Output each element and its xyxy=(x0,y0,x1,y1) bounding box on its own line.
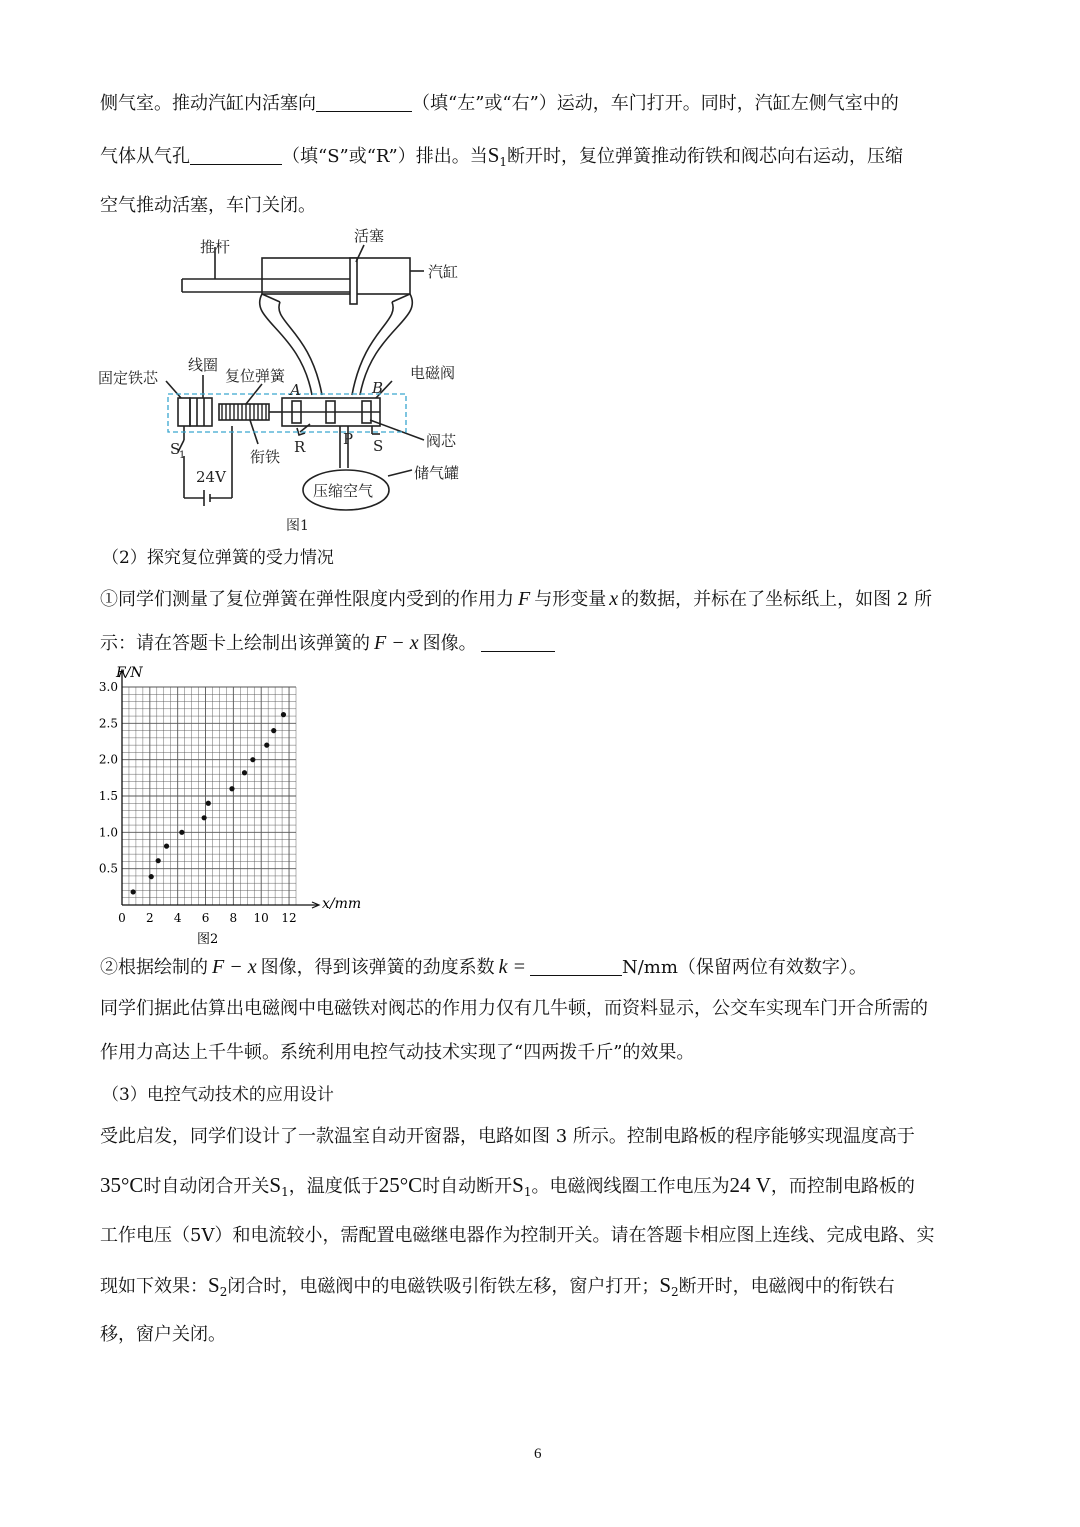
text-segment: ②根据绘制的 xyxy=(100,957,208,978)
answer-blank-direction[interactable] xyxy=(316,93,412,112)
section-3-heading xyxy=(102,1083,334,1107)
data-point xyxy=(271,728,276,733)
text-line-1 xyxy=(100,92,899,116)
x-tick-label: 8 xyxy=(229,911,238,925)
temperature-low: 25°C xyxy=(378,1173,423,1197)
coil-voltage: 24 V xyxy=(729,1173,771,1197)
text-segment: （填“左”或“右”）运动，车门打开。同时，汽缸左侧气室中的 xyxy=(412,93,899,114)
switch-subscript: 1 xyxy=(499,155,508,169)
data-point xyxy=(179,830,184,835)
text-line-3 xyxy=(100,194,316,218)
label-port-s: S xyxy=(373,437,384,455)
data-point xyxy=(281,712,286,717)
figure-1-caption: 图1 xyxy=(286,518,309,534)
y-tick-label: 1.5 xyxy=(98,789,118,803)
paragraph-line xyxy=(100,997,928,1021)
switch-symbol: S xyxy=(512,1173,524,1197)
switch-symbol: S xyxy=(487,143,500,167)
math-x: x xyxy=(609,588,619,610)
figure-1-diagram xyxy=(90,222,480,540)
data-point xyxy=(242,770,247,775)
label-armature: 衔铁 xyxy=(250,448,281,466)
text-segment: 现如下效果： xyxy=(100,1276,208,1297)
text-segment: 与形变量 xyxy=(534,589,607,610)
x-tick-label: 0 xyxy=(118,911,126,925)
math-k: k = xyxy=(498,956,526,978)
y-tick-label: 1.0 xyxy=(98,825,118,840)
chart-grid xyxy=(122,687,296,905)
figure-2-caption: 图2 xyxy=(197,932,219,947)
text-segment: 示：请在答题卡上绘制出该弹簧的 xyxy=(100,633,370,654)
label-switch: S xyxy=(170,440,181,458)
x-tick-label: 10 xyxy=(253,911,269,925)
y-tick-label: 2.5 xyxy=(98,716,118,731)
label-voltage: 24V xyxy=(196,468,226,486)
text-line-2 xyxy=(100,143,903,174)
y-tick-label: 2.0 xyxy=(98,752,118,767)
paragraph-line xyxy=(100,1125,915,1149)
page-number: 6 xyxy=(534,1446,542,1462)
data-point xyxy=(156,858,161,863)
x-tick-label: 4 xyxy=(173,911,182,925)
chart-ticks xyxy=(99,680,297,925)
temperature-high: 35°C xyxy=(100,1173,144,1197)
answer-blank-graph[interactable] xyxy=(481,633,555,652)
math-f-x: F − x xyxy=(212,956,257,978)
label-coil: 线圈 xyxy=(188,356,219,374)
paragraph-line xyxy=(100,1273,895,1304)
text-segment: 。电磁阀线圈工作电压为 xyxy=(531,1176,730,1197)
text-segment: 空气推动活塞，车门关闭。 xyxy=(100,195,316,216)
x-axis-label: x/mm xyxy=(322,896,362,912)
data-point xyxy=(206,801,211,806)
text-segment: ①同学们测量了复位弹簧在弹性限度内受到的作用力 xyxy=(100,589,514,610)
label-point-a: A xyxy=(290,381,301,399)
text-segment: 的数据，并标在了坐标纸上，如图 2 所 xyxy=(621,589,933,610)
answer-blank-spring-constant[interactable] xyxy=(530,957,622,976)
data-point xyxy=(250,757,255,762)
paragraph-line xyxy=(100,1224,934,1248)
data-point xyxy=(202,815,207,820)
section-2-title: （2）探究复位弹簧的受力情况 xyxy=(102,548,334,568)
label-compressed-air: 压缩空气 xyxy=(313,482,374,500)
data-point xyxy=(164,844,169,849)
text-segment: N/mm（保留两位有效数字）。 xyxy=(621,957,867,978)
text-segment: 同学们据此估算出电磁阀中电磁铁对阀芯的作用力仅有几牛顿，而资料显示，公交车实现车门开合所需的 xyxy=(100,998,928,1019)
x-tick-label: 12 xyxy=(281,911,297,925)
text-segment: 移，窗户关闭。 xyxy=(100,1324,226,1345)
section-3-title: （3）电控气动技术的应用设计 xyxy=(102,1085,334,1105)
label-return-spring: 复位弹簧 xyxy=(225,367,286,385)
text-segment: ，温度低于 xyxy=(288,1176,379,1197)
label-fixed-core: 固定铁芯 xyxy=(98,369,159,387)
data-point xyxy=(264,743,269,748)
text-segment: 侧气室。推动汽缸内活塞向 xyxy=(100,93,316,114)
paragraph-line xyxy=(100,1323,226,1347)
text-segment: 作用力高达上千牛顿。系统利用电控气动技术实现了“四两拨千斤”的效果。 xyxy=(100,1042,695,1063)
paragraph-line xyxy=(100,1173,915,1204)
switch-subscript: 1 xyxy=(523,1185,532,1199)
switch-symbol: S xyxy=(659,1273,672,1297)
data-point xyxy=(131,889,136,894)
switch-subscript: 1 xyxy=(281,1185,289,1199)
label-cylinder: 汽缸 xyxy=(428,263,459,281)
label-solenoid-valve: 电磁阀 xyxy=(410,364,456,382)
label-spool: 阀芯 xyxy=(426,432,457,450)
x-tick-label: 2 xyxy=(146,911,154,925)
y-tick-label: 0.5 xyxy=(98,861,118,876)
text-segment: 图像。 xyxy=(422,633,477,654)
x-tick-label: 6 xyxy=(201,911,210,925)
switch-symbol: S xyxy=(269,1173,282,1197)
question-1-line-2 xyxy=(100,631,555,656)
switch-symbol: S xyxy=(208,1273,220,1297)
data-point xyxy=(149,874,154,879)
text-segment: 时自动断开 xyxy=(422,1176,513,1197)
label-piston: 活塞 xyxy=(354,227,385,245)
paragraph-line xyxy=(100,1041,694,1065)
text-segment: 断开时，电磁阀中的衔铁右 xyxy=(678,1276,895,1297)
y-axis-label: F/N xyxy=(116,665,143,681)
label-tank: 储气罐 xyxy=(414,464,460,482)
data-point xyxy=(229,786,234,791)
question-2-line xyxy=(100,955,867,980)
label-port-p: P xyxy=(343,430,354,448)
section-2-heading xyxy=(102,546,334,570)
math-f-x: F − x xyxy=(374,632,419,654)
math-F: F xyxy=(518,588,531,610)
label-push-rod: 推杆 xyxy=(200,238,231,256)
text-segment: 断开时，复位弹簧推动衔铁和阀芯向右运动，压缩 xyxy=(507,146,904,167)
label-switch-subscript: 1 xyxy=(179,450,186,461)
text-segment: 时自动闭合开关 xyxy=(143,1176,270,1197)
figure-2-chart xyxy=(90,660,380,950)
switch-subscript: 2 xyxy=(671,1285,679,1299)
text-segment: 工作电压（5V）和电流较小，需配置电磁继电器作为控制开关。请在答题卡相应图上连线、完成电路、实 xyxy=(100,1225,935,1246)
text-segment: 图像，得到该弹簧的劲度系数 xyxy=(260,957,495,978)
question-1-line-1 xyxy=(100,587,932,612)
text-segment: 闭合时，电磁阀中的电磁铁吸引衔铁左移，窗户打开； xyxy=(227,1276,660,1297)
text-segment: 受此启发，同学们设计了一款温室自动开窗器，电路如图 3 所示。控制电路板的程序能够实现温度高于 xyxy=(100,1126,915,1147)
text-segment: （填“S”或“R”）排出。当 xyxy=(282,146,488,167)
switch-subscript: 2 xyxy=(219,1285,228,1299)
y-tick-label: 3.0 xyxy=(98,680,118,694)
label-port-r: R xyxy=(294,438,306,456)
text-segment: 气体从气孔 xyxy=(100,146,190,167)
text-segment: ，而控制电路板的 xyxy=(770,1176,915,1197)
answer-blank-vent[interactable] xyxy=(190,146,282,165)
label-point-b: B xyxy=(372,379,384,397)
